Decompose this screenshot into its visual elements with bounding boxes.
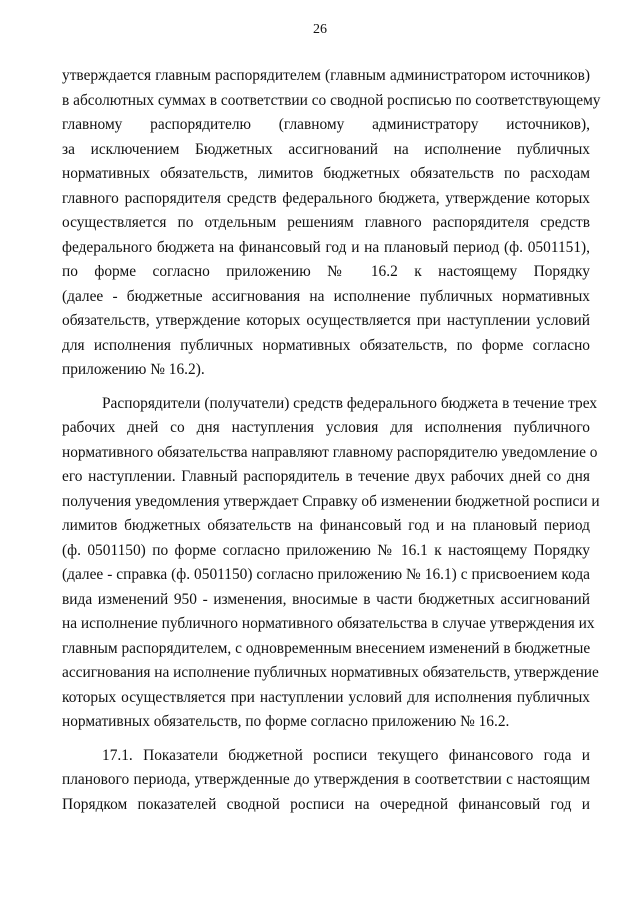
text-line: федерального бюджета на финансовый год и на плановый период (ф. 0501151),	[62, 238, 590, 256]
paragraph-2	[62, 392, 600, 735]
text-line: вида изменений 950 - изменения, вносимые в части бюджетных ассигнований	[62, 590, 590, 608]
text-line: для исполнения публичных нормативных обязательств, по форме согласно	[62, 336, 590, 354]
text-line: нормативных обязательств, лимитов бюджетных обязательств по расходам	[62, 165, 590, 182]
paragraph-3	[62, 744, 590, 818]
text-line: по форме согласно приложению № 16.2 к настоящему Порядку	[62, 263, 590, 280]
text-line: получения уведомления утверждает Справку об изменении бюджетной росписи и	[62, 492, 600, 510]
paragraph-spacer	[62, 735, 590, 744]
text-line: которых осуществляется при наступлении условий для исполнения публичных	[62, 688, 590, 706]
page-number: 26	[313, 22, 327, 37]
text-line: (ф. 0501150) по форме согласно приложению № 16.1 к настоящему Порядку	[62, 541, 590, 559]
text-line: утверждается главным распорядителем (главным администратором источников)	[62, 67, 590, 84]
text-line: обязательств, утверждение которых осуществляется при наступлении условий	[62, 312, 590, 329]
text-line: Распорядители (получатели) средств федерального бюджета в течение трех	[102, 394, 598, 412]
paragraph-spacer	[62, 383, 590, 392]
text-line: планового периода, утвержденные до утверждения в соответствии с настоящим	[62, 771, 590, 788]
text-line: 17.1. Показатели бюджетной росписи текущего финансового года и	[102, 746, 590, 764]
text-line: главного распорядителя средств федерального бюджета, утверждение которых	[62, 189, 590, 207]
text-line: за исключением Бюджетных ассигнований на исполнение публичных	[62, 140, 590, 158]
text-line: (далее - бюджетные ассигнования на исполнение публичных нормативных	[62, 287, 590, 305]
text-line: нормативного обязательства направляют главному распорядителю уведомление о	[62, 443, 598, 461]
text-line: его наступлении. Главный распорядитель в течение двух рабочих дней со дня	[62, 468, 590, 485]
text-line: осуществляется по отдельным решениям главного распорядителя средств	[62, 214, 590, 231]
text-line: главным распорядителем, с одновременным внесением изменений в бюджетные	[62, 639, 591, 657]
text-line: главному распорядителю (главному администратору источников),	[62, 116, 590, 133]
text-line: лимитов бюджетных обязательств на финансовый год и на плановый период	[62, 517, 590, 534]
text-line: Порядком показателей сводной росписи на очередной финансовый год и	[62, 795, 590, 813]
text-line: на исполнение публичного нормативного обязательства в случае утверждения их	[62, 615, 595, 632]
text-line: в абсолютных суммах в соответствии со сводной росписью по соответствующему	[62, 91, 601, 109]
text-line: ассигнования на исполнение публичных нормативных обязательств, утверждение	[62, 664, 599, 681]
text-line: приложению № 16.2).	[62, 361, 205, 378]
text-line: рабочих дней со дня наступления условия для исполнения публичного	[62, 419, 590, 436]
text-line: (далее - справка (ф. 0501150) согласно приложению № 16.1) с присвоением кода	[62, 566, 590, 583]
text-line: нормативных обязательств, по форме согласно приложению № 16.2.	[62, 713, 510, 730]
paragraph-1	[62, 64, 601, 383]
document-body	[62, 64, 601, 817]
